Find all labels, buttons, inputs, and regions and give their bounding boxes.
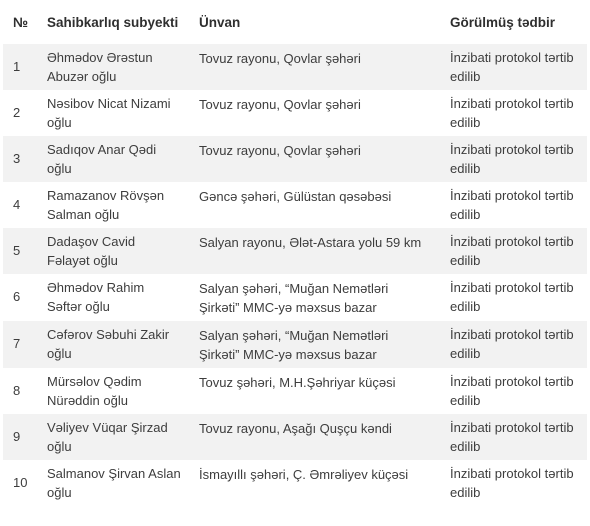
row-address: İsmayıllı şəhəri, Ç. Əmrəliyev küçəsi [187,460,438,506]
row-address: Gəncə şəhəri, Gülüstan qəsəbəsi [187,182,438,228]
row-address: Tovuz rayonu, Qovlar şəhəri [187,90,438,136]
row-action: İnzibati protokol tərtib edilib [438,44,587,90]
header-address: Ünvan [187,6,438,44]
table-row [3,44,587,90]
row-number: 5 [3,228,35,274]
table-body [3,44,587,506]
header-number: № [3,6,35,44]
row-number: 7 [3,321,35,368]
row-action: İnzibati protokol tərtib edilib [438,228,587,274]
row-subject: Mürsəlov Qədim Nürəddin oğlu [35,368,187,414]
row-subject: Dadaşov Cavid Fəlayət oğlu [35,228,187,274]
row-number: 10 [3,460,35,506]
row-number: 1 [3,44,35,90]
row-number: 6 [3,274,35,321]
row-address: Salyan şəhəri, “Muğan Nemətləri Şirkəti” MMC-yə məxsus bazar [187,321,438,368]
row-action: İnzibati protokol tərtib edilib [438,182,587,228]
row-subject: Sadıqov Anar Qədi oğlu [35,136,187,182]
header-action: Görülmüş tədbir [438,6,587,44]
row-subject: Salmanov Şirvan Aslan oğlu [35,460,187,506]
row-subject: Əhmədov Ərəstun Abuzər oğlu [35,44,187,90]
row-action: İnzibati protokol tərtib edilib [438,136,587,182]
results-table [3,6,587,506]
row-action: İnzibati protokol tərtib edilib [438,321,587,368]
row-subject: Əhmədov Rahim Səftər oğlu [35,274,187,321]
row-subject: Cəfərov Səbuhi Zakir oğlu [35,321,187,368]
row-number: 8 [3,368,35,414]
table-row [3,136,587,182]
row-address: Salyan rayonu, Ələt-Astara yolu 59 km [187,228,438,274]
row-address: Salyan şəhəri, “Muğan Nemətləri Şirkəti” MMC-yə məxsus bazar [187,274,438,321]
table-row [3,368,587,414]
row-action: İnzibati protokol tərtib edilib [438,414,587,460]
row-subject: Nəsibov Nicat Nizami oğlu [35,90,187,136]
row-number: 9 [3,414,35,460]
results-table-container [3,6,587,506]
table-row [3,182,587,228]
row-action: İnzibati protokol tərtib edilib [438,460,587,506]
row-action: İnzibati protokol tərtib edilib [438,274,587,321]
table-row [3,414,587,460]
row-action: İnzibati protokol tərtib edilib [438,90,587,136]
row-action: İnzibati protokol tərtib edilib [438,368,587,414]
row-address: Tovuz şəhəri, M.H.Şəhriyar küçəsi [187,368,438,414]
row-address: Tovuz rayonu, Qovlar şəhəri [187,44,438,90]
row-number: 2 [3,90,35,136]
table-header [3,6,587,44]
table-row [3,274,587,321]
header-row [3,6,587,44]
row-address: Tovuz rayonu, Qovlar şəhəri [187,136,438,182]
row-address: Tovuz rayonu, Aşağı Quşçu kəndi [187,414,438,460]
table-row [3,321,587,368]
table-row [3,90,587,136]
row-subject: Vəliyev Vüqar Şirzad oğlu [35,414,187,460]
header-subject: Sahibkarlıq subyekti [35,6,187,44]
table-row [3,228,587,274]
row-subject: Ramazanov Rövşən Salman oğlu [35,182,187,228]
table-row [3,460,587,506]
row-number: 4 [3,182,35,228]
row-number: 3 [3,136,35,182]
